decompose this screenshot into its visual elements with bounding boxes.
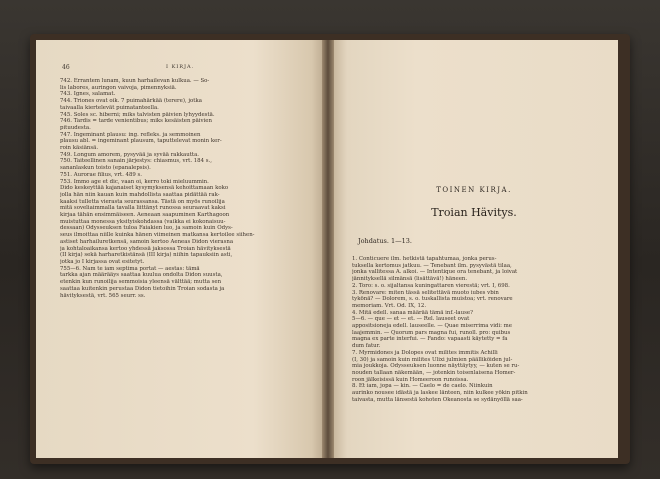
text-line: memoriam. Vrt. Od. IX, 12.: [352, 302, 427, 309]
text-line: (I, 30) ja samoin kuin milites Ulixi julmien päälliköiden jul-: [352, 356, 513, 363]
text-line: 743. Ignes, salamat.: [60, 91, 116, 98]
page-number: 46: [62, 64, 70, 71]
text-line: seus ilmoittaa niille kuinka hänen viimeinen matkansa kertoilee siihen-: [60, 232, 255, 239]
text-line: 755—6. Nam te iam septima portat — aestas: tämä: [60, 265, 200, 272]
text-line: mia joukkoja. Odysseuksen luonne näyttäytyy, — kuten se ru-: [352, 363, 520, 370]
text-line: magna ex parte interfui. — Fando: vapaasti käytetty = fa: [352, 336, 508, 343]
running-header: I KIRJA.: [166, 64, 195, 70]
text-line: 742. Errantem lunam, kuun harhailevan kulkua. — So-: [60, 78, 210, 84]
chapter-title: Troian Hävitys.: [431, 206, 517, 219]
intro-heading: Johdatus. 1—13.: [358, 237, 412, 245]
text-line: muistuttaa monessa yksityiskohdassa (vaikka ei kokonaisuu-: [60, 218, 226, 225]
text-line: sananlaskun toisto (epanalepsis).: [60, 165, 151, 172]
text-line: jonka vallitessa A. alkoi. — Intentique ora tenebant, ja loivat: [352, 269, 518, 276]
text-line: jolla hän niin kauan kuin mahdollista saattaa pidättää rak-: [60, 191, 220, 198]
text-line: 749. Longum amorem, pysyvää ja syvää rakkautta.: [60, 151, 199, 158]
text-line: aurinko nousee idästä ja laskee länteen, niin kulkee yökin pitkin: [352, 390, 528, 397]
left-page-text: [60, 78, 312, 299]
text-line: tarkka ajan määrääys saattaa kuulua ondolta Didon suusta,: [60, 272, 223, 279]
text-line: tuksella kertomus jatkuu. — Tenebant ilm. pysyvästä tilaa,: [352, 262, 512, 269]
text-line: lis labores, auringon vaivoja, pimennyksiä.: [60, 84, 177, 91]
text-line: kirjaa tähän ensimmäiseen. Aeneaan saapuminen Karthagoon: [60, 212, 230, 219]
text-line: 7. Myrmidones ja Dolopes ovat milites immitis Achilli: [352, 349, 498, 356]
text-line: jotka jo I kirjassa ovat esitetyt.: [60, 258, 145, 265]
text-line: plausu abl. = ingeminant plausum, taputtelevat monin ker-: [60, 138, 222, 145]
text-line: ja kohtaloaikansa kertoo yhdessä jaksossa Troian hävityksestä: [60, 245, 231, 252]
text-line: taivaalla kiertelevät puimatanteella.: [60, 104, 159, 111]
text-line: dum fatur.: [352, 343, 381, 350]
text-line: 8. Et iam, jopa — kin. — Caelo = de caelo. Niinkuin: [352, 383, 493, 390]
text-line: roin käsiänsä.: [60, 145, 99, 152]
text-line: (II kirja) sekä harharetkistänsä (III kirja) niihin tapauksiin asti,: [60, 252, 233, 259]
book-spine-gutter: [322, 40, 334, 458]
text-line: appositsioneja edell. lauseelle. — Quae miserrima vidi: me: [352, 323, 512, 330]
text-line: taivasta, mutta länsestä kohoten Okeanosta se sydänyöllä saa-: [352, 396, 523, 403]
text-line: 750. Taiteellinen sanain järjestys: chiasmus, vrt. 184 s.,: [60, 158, 212, 165]
text-line: 751. Aurorae filius, vrt. 489 s.: [60, 171, 143, 178]
text-line: saattaa kuitenkin perustaa Didon tietoihin Troian sodasta ja: [60, 285, 225, 292]
text-line: 753. Immo age et dic, vaan oi, kerro toki mieluummin.: [60, 178, 209, 185]
right-page-text: [352, 256, 600, 403]
text-line: tykönä? — Dolorem, s. o. tuskallista muistoa; vrt. renovare: [352, 296, 513, 303]
text-line: 747. Ingeminant plausu: ing. refleks. ja semmoinen: [60, 131, 201, 138]
text-line: nouden tallaan näkemään, — jotenkin toisenlaisena Homer-: [352, 369, 516, 376]
text-line: mitä soveliaimmalla tavalla liittänyt runossa seuraavat kaksi: [60, 205, 226, 212]
text-line: kaaksi tulletta vierasta seurassansa. Tästä on myös runoilija: [60, 198, 225, 205]
text-line: roon jälkeisissä kuin Homeeroon runoissa.: [352, 376, 469, 383]
text-line: 744. Triones ovat oik. 7 puimahärkää (terere), jotka: [60, 98, 202, 105]
text-line: pituudesta.: [60, 124, 91, 131]
text-line: etenkin kun runoilija semmoisia yleensä välttää; mutta sen: [60, 279, 222, 286]
text-line: hävityksestä, vrt. 565 seurr. ss.: [60, 292, 146, 299]
text-line: laajemmin. — Quorum pars magna fui, runoll. pro: quibus: [352, 329, 511, 336]
text-line: jännityksellä silmänsä (lisättävä!) häneen.: [352, 276, 468, 283]
text-line: 2. Toro: s. o. sijaltansa kuningattaren vierestä; vrt. I, 698.: [352, 282, 510, 289]
text-line: 1. Conticuere ilm. hetkistä tapahtumaa, jonka perus-: [352, 256, 497, 262]
text-line: 745. Soles sc. hiberni; miks talvisten päivien lyhyydestä.: [60, 111, 215, 118]
text-line: 4. Mitä edell. sanaa määrää tämä inf.-lause?: [352, 309, 473, 316]
text-line: 3. Renovare: miten tässä selitettävä muoto iubes vbin: [352, 289, 499, 296]
text-line: dessaan) Odysseuksen tuloa Faiakien luo, ja samoin kuin Odys-: [60, 225, 233, 232]
text-line: 746. Tardis = tarde venientibus; miks kesäisten päivien: [60, 118, 212, 125]
text-line: 5—6. — que — et — et. — Rel. lauseet ovat: [352, 316, 470, 323]
text-line: astiset harhailuretkensä, samoin kertoo Aeneas Didon vierasna: [60, 238, 234, 245]
book-title: TOINEN KIRJA.: [436, 186, 512, 194]
text-line: Dido keskeyttää kajanaiset kysymyksensä kehoittamaan koko: [60, 185, 229, 192]
